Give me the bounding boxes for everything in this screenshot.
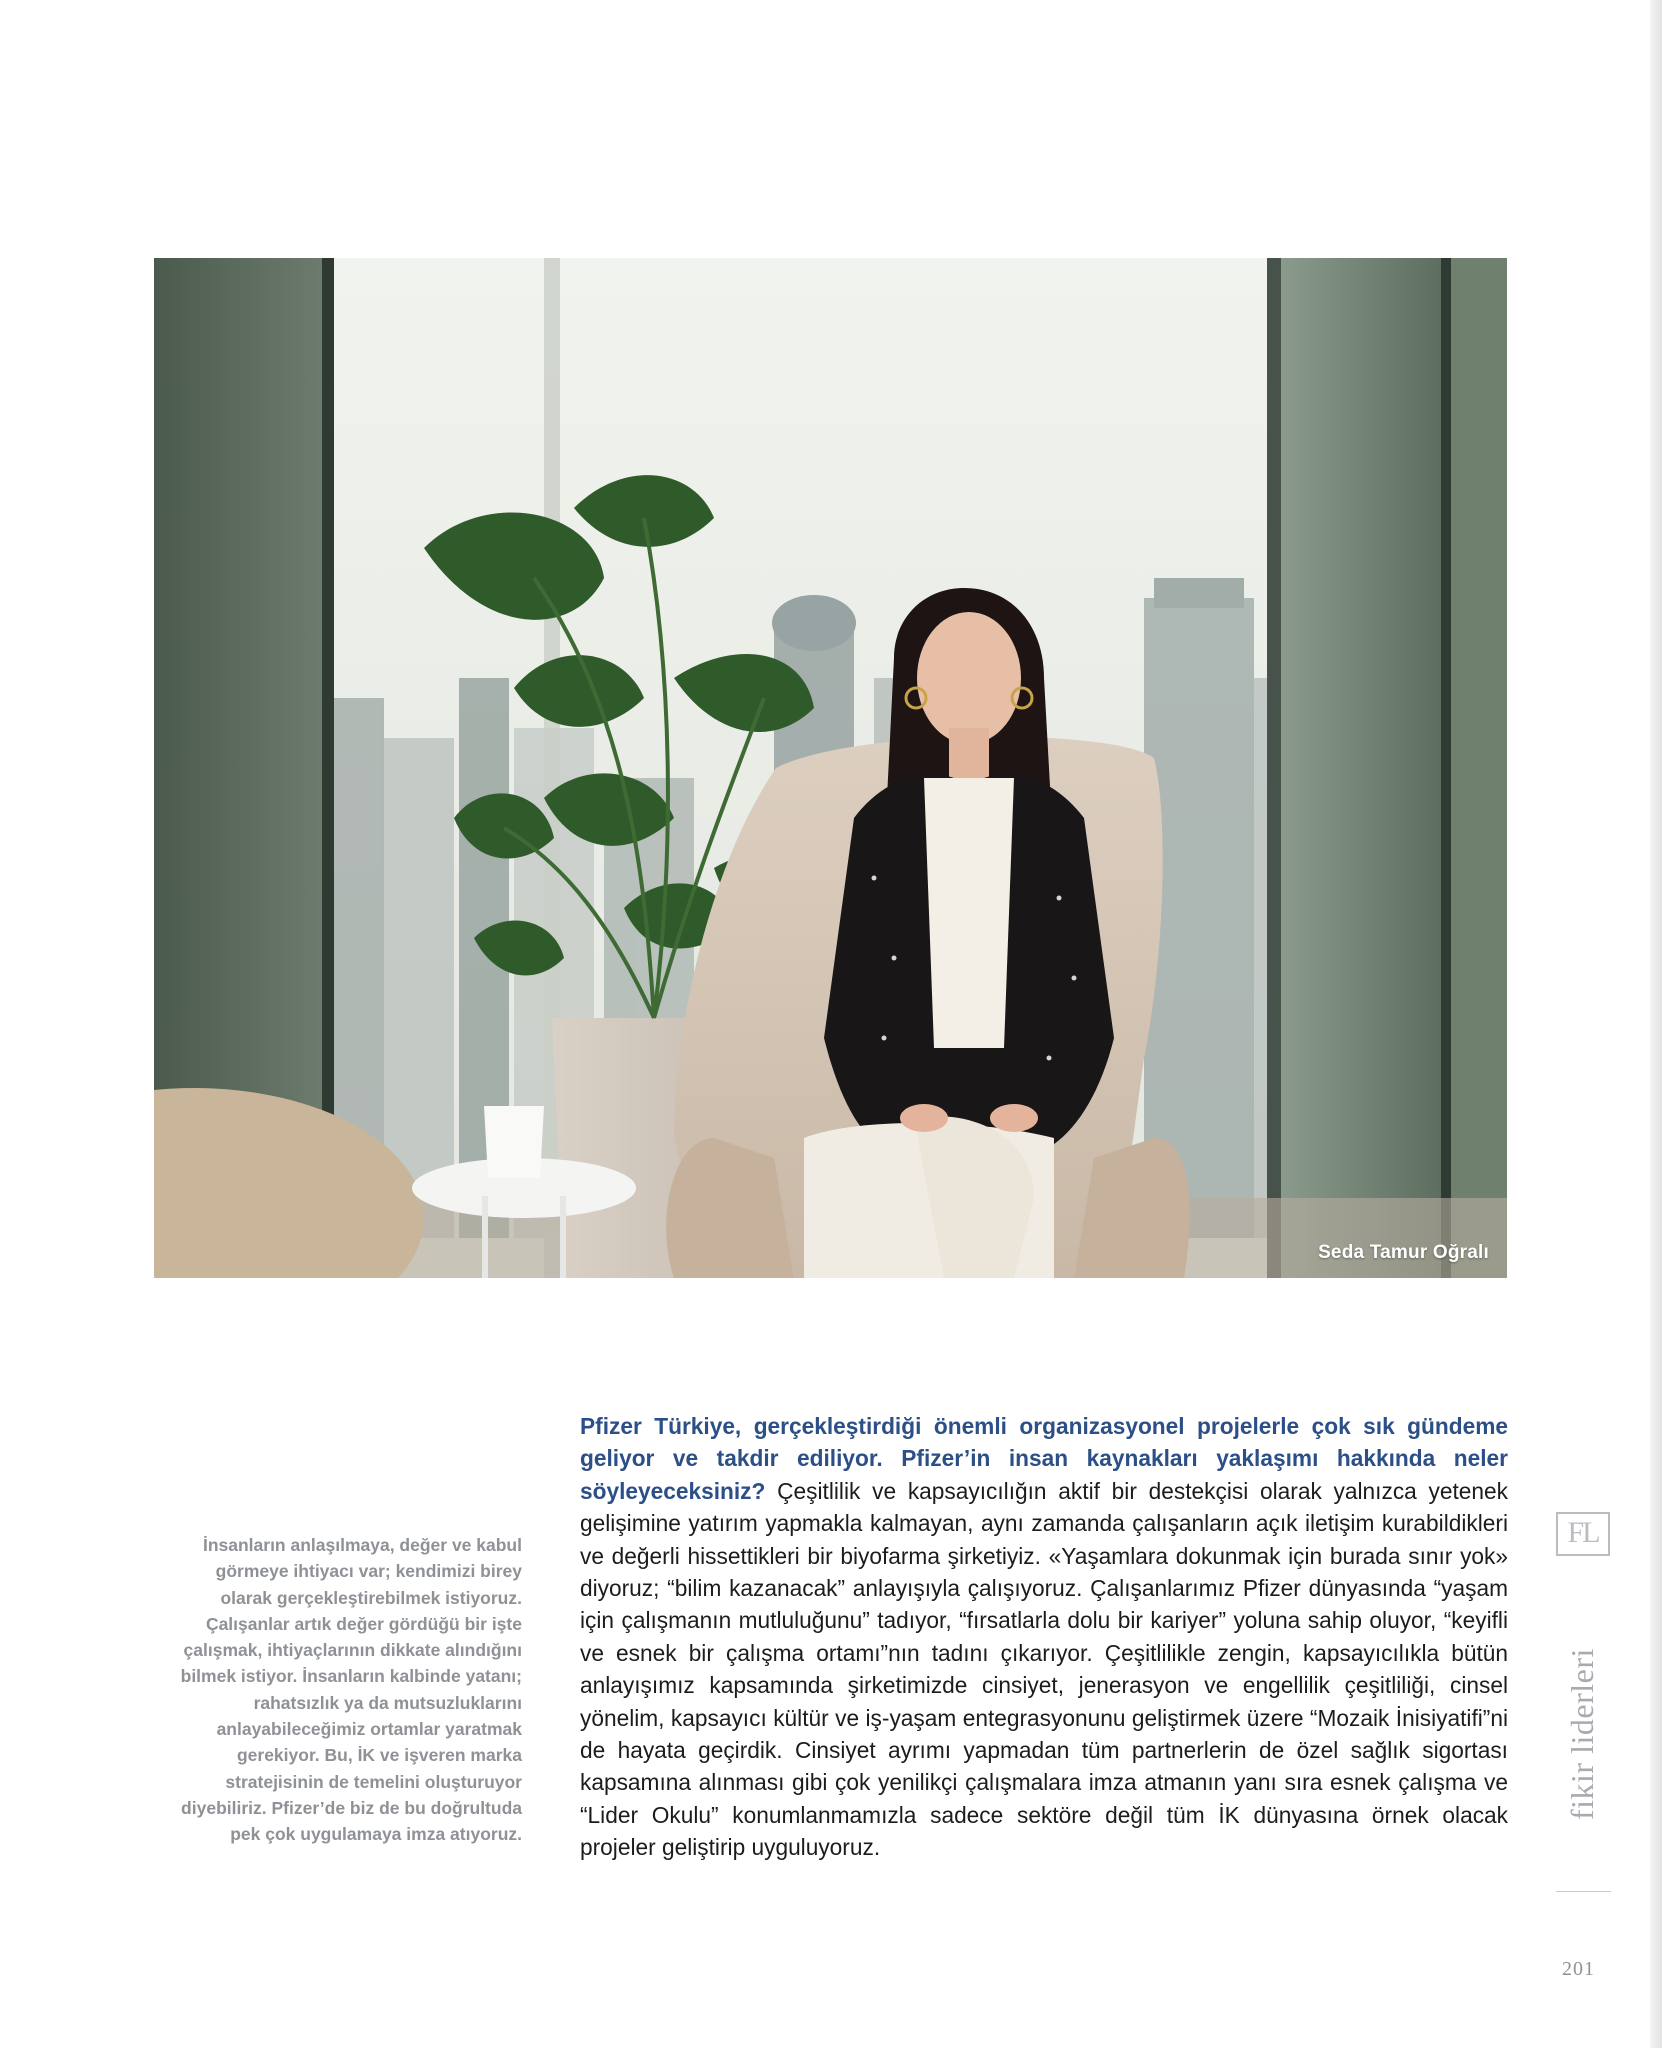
divider (1556, 1891, 1611, 1892)
section-label: fikir liderleri (1564, 1648, 1600, 1820)
page-edge (1650, 0, 1662, 2048)
interview-question: Pfizer Türkiye, gerçekleştirdiği önemli organizasyonel projelerle çok sık gündeme geliyor ve takdir ediliyor. Pfizer’in insan kaynakları yaklaşımı hakkında neler söyleyeceksiniz? (580, 1413, 1508, 1504)
pull-quote: İnsanların anlaşılmaya, değer ve kabul görmeye ihtiyacı var; kendimizi birey olarak gerçekleştirebilmek istiyoruz. Çalışanlar artık değer gördüğü bir işte çalışmak, ihtiyaçlarının dikkate alındığını bilmek istiyor. İnsanların kalbinde yatanı; rahatsızlık ya da mutsuzluklarını anlayabileceğimiz ortamlar yaratmak gerekiyor. Bu, İK ve işveren marka stratejisinin de temelini oluşturuyor diyebiliriz. Pfizer’de biz de bu doğrultuda pek çok uygulamaya imza atıyoruz. (180, 1535, 522, 1845)
page-number: 201 (1562, 1958, 1595, 1980)
interview-answer: Çeşitlilik ve kapsayıcılığın aktif bir destekçisi olarak yalnızca yetenek gelişimine yatırım yapmakla kalmayan, aynı zamanda çalışanların açık iletişim kurabildikleri ve değerli hissettikleri bir biyofarma şirketiyiz. «Yaşamlara dokunmak için burada sınır yok» diyoruz; “bilim kazanacak” anlayışıyla çalışıyoruz. Çalışanlarımız Pfizer dünyasında “yaşam için çalışmanın mutluluğunu” tadıyor, “fırsatlarla dolu bir kariyer” yoluna sahip oluyor, “keyifli ve esnek bir çalışma ortamı”nın tadını çıkarıyor. Çeşitlilikle zengin, kapsayıcılıkla bütün anlayışımız kapsamında şirketimizde cinsiyet, jenerasyon ve engellilik çeşitliliği, cinsel yönelim, kapsayıcı kültür ve iş-yaşam entegrasyonunu geliştirmek üzere “Mozaik İnisiyatifi”ni de hayata geçirdik. Cinsiyet ayrımı yapmadan tüm partnerlerin de özel sağlık sigortası kapsamına alınması gibi çok yenilikçi çalışmalara imza atmanın yanı sıra esnek çalışma ve “Lider Okulu” konumlanmamızla sadece sektöre değil tüm İK dünyasına örnek olacak projeler geliştirip uyguluyoruz. (580, 1477, 1508, 1861)
portrait-photo (154, 258, 1507, 1278)
article-body (580, 1410, 1508, 1864)
fl-logo: FL (1556, 1512, 1610, 1556)
photo-caption: Seda Tamur Oğralı (1318, 1242, 1489, 1263)
